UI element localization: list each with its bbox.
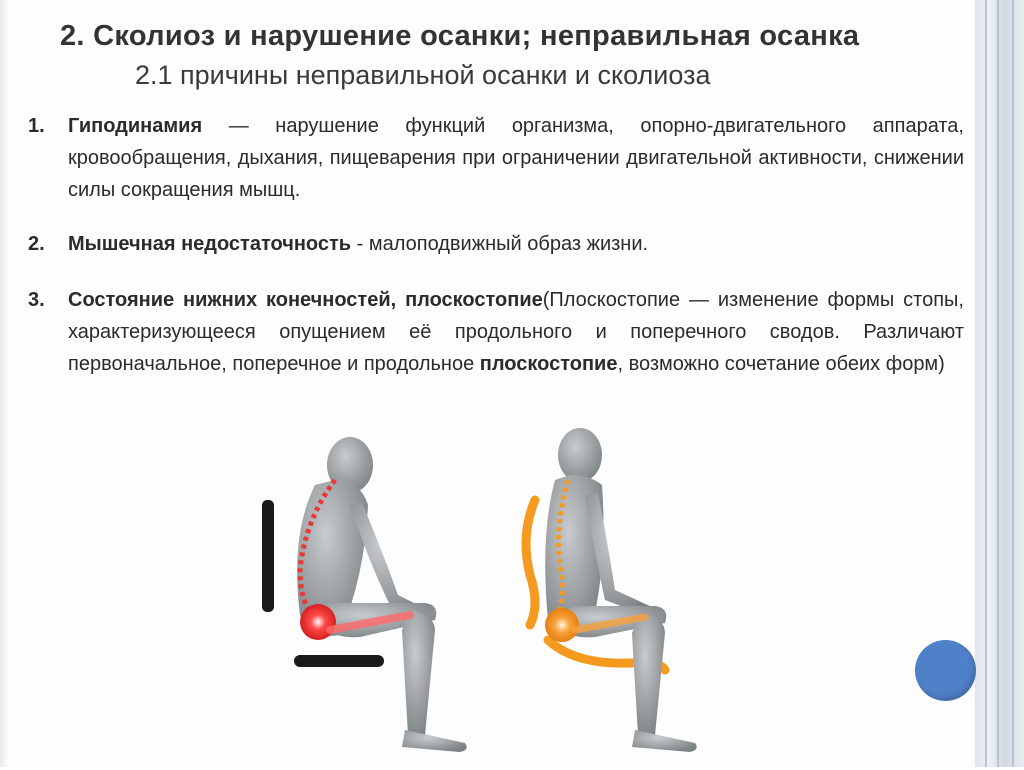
item-description: — нарушение функций организма, опорно-двигательного аппарата, кровообращения, дыхания, пищеварения при ограничении двигательной активности, снижении силы сокращения мышц.: [68, 115, 964, 201]
left-edge-decoration: [0, 0, 10, 767]
posture-illustration: [230, 425, 750, 765]
causes-list: [28, 110, 964, 380]
item-number: 3.: [28, 289, 45, 311]
chair-back: [262, 500, 274, 612]
arm: [350, 503, 428, 620]
right-stripe: [1012, 0, 1014, 767]
right-stripe: [985, 0, 987, 767]
lower-leg: [402, 610, 435, 735]
lumbar-support-line: [526, 500, 535, 625]
item-text: [68, 228, 964, 260]
correct-posture-figure: [526, 428, 697, 752]
item-text: [68, 284, 964, 380]
item-term-inline: плоскостопие: [479, 353, 618, 375]
decorative-circle: [915, 640, 976, 701]
foot: [632, 730, 697, 752]
item-number: 1.: [28, 115, 45, 137]
item-description: - малоподвижный образ жизни.: [351, 233, 649, 255]
posture-figures-svg: [230, 425, 750, 765]
list-item: [28, 110, 964, 206]
foot: [402, 730, 467, 752]
head: [558, 428, 602, 482]
item-term: Состояние нижних конечностей, плоскостопие: [68, 289, 543, 311]
item-text: [68, 110, 964, 206]
item-term: Мышечная недостаточность: [68, 233, 352, 255]
item-number: 2.: [28, 233, 45, 255]
slide-title: 2. Сколиоз и нарушение осанки; неправильная осанка: [60, 20, 860, 52]
chair-seat: [294, 655, 384, 667]
pelvis-highlight: [300, 604, 336, 640]
right-stripe: [997, 0, 999, 767]
list-item: [28, 228, 964, 260]
item-description: (Плоскостопие — изменение формы стопы, характеризующееся опущением её продольного и поперечного сводов. Различают первоначальное, поперечное и продольное: [68, 289, 964, 375]
list-item: [28, 284, 964, 380]
lower-leg: [632, 613, 665, 735]
item-term: Гиподинамия: [68, 115, 203, 137]
item-description-end: , возможно сочетание обеих форм): [617, 353, 945, 375]
pelvis-highlight: [545, 608, 579, 642]
slide-subtitle: 2.1 причины неправильной осанки и сколиоза: [135, 60, 711, 90]
incorrect-posture-figure: [262, 437, 467, 752]
right-decorative-band: [975, 0, 1024, 767]
